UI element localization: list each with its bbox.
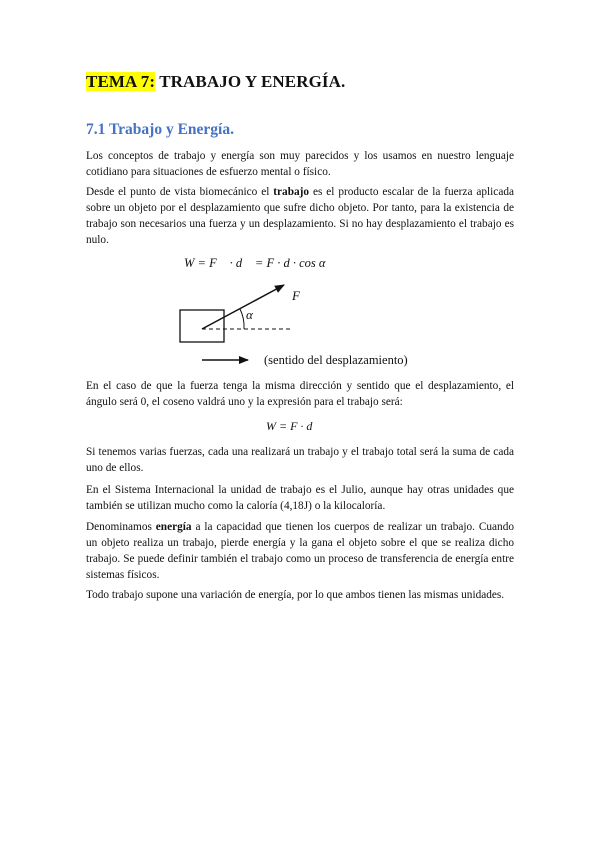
paragraph-work-definition	[86, 184, 514, 248]
paragraph-text: Desde el punto de vista biomecánico el	[86, 186, 274, 198]
paragraph-units: En el Sistema Internacional la unidad de trabajo es el Julio, aunque hay otras unidades que también se utilizan mucho como la caloría (4,18J) o la kilocaloría.	[86, 484, 514, 512]
paragraph-text: a la capacidad que tienen los cuerpos de realizar un trabajo. Cuando un objeto realiza un trabajo, pierde energía y la gana el objeto sobre el que se realiza dicho trabajo. Se puede definir también el trabajo como un proceso de transferencia de energía entre sistemas físicos.	[86, 521, 515, 581]
paragraph-text: es el producto escalar de la fuerza aplicada sobre un objeto por el desplazamiento que sufre dicho objeto. Por tanto, para la existencia de trabajo son necesarios una fuerza y un desplazamiento. Si no hay desplazamiento el trabajo es nulo.	[86, 186, 514, 246]
paragraph-energy-definition	[86, 519, 514, 583]
chapter-number-highlight: TEMA 7:	[86, 72, 156, 91]
term-energia: energía	[155, 521, 192, 533]
paragraph-intro: Los conceptos de trabajo y energía son muy parecidos y los usamos en nuestro lenguaje cotidiano para situaciones de esfuerzo mental o físico.	[86, 150, 514, 178]
paragraph-text: Denominamos	[86, 521, 156, 533]
paragraph-same-direction: En el caso de que la fuerza tenga la misma dirección y sentido que el desplazamiento, el ángulo será 0, el coseno valdrá uno y la expresión para el trabajo será:	[86, 380, 514, 408]
paragraph-energy-variation: Todo trabajo supone una variación de energía, por lo que ambos tienen las mismas unidades.	[86, 589, 505, 601]
object-box	[180, 310, 224, 342]
simple-work-formula: W = F · d	[266, 419, 313, 433]
chapter-title	[86, 72, 345, 92]
paragraph-multiple-forces: Si tenemos varias fuerzas, cada una realizará un trabajo y el trabajo total será la suma de cada uno de ellos.	[86, 446, 514, 474]
displacement-label: (sentido del desplazamiento)	[264, 353, 408, 367]
work-formula: W = F⃗ · d⃗ = F · d · cos α	[184, 256, 326, 270]
term-trabajo: trabajo	[273, 186, 310, 198]
chapter-title-text: TRABAJO Y ENERGÍA.	[155, 72, 346, 91]
angle-arc	[240, 309, 244, 329]
angle-label: α	[246, 307, 253, 322]
work-force-diagram	[176, 278, 446, 372]
force-vector-arrow	[202, 285, 284, 329]
section-heading: 7.1 Trabajo y Energía.	[86, 121, 234, 138]
force-label: F⃗	[292, 288, 311, 303]
